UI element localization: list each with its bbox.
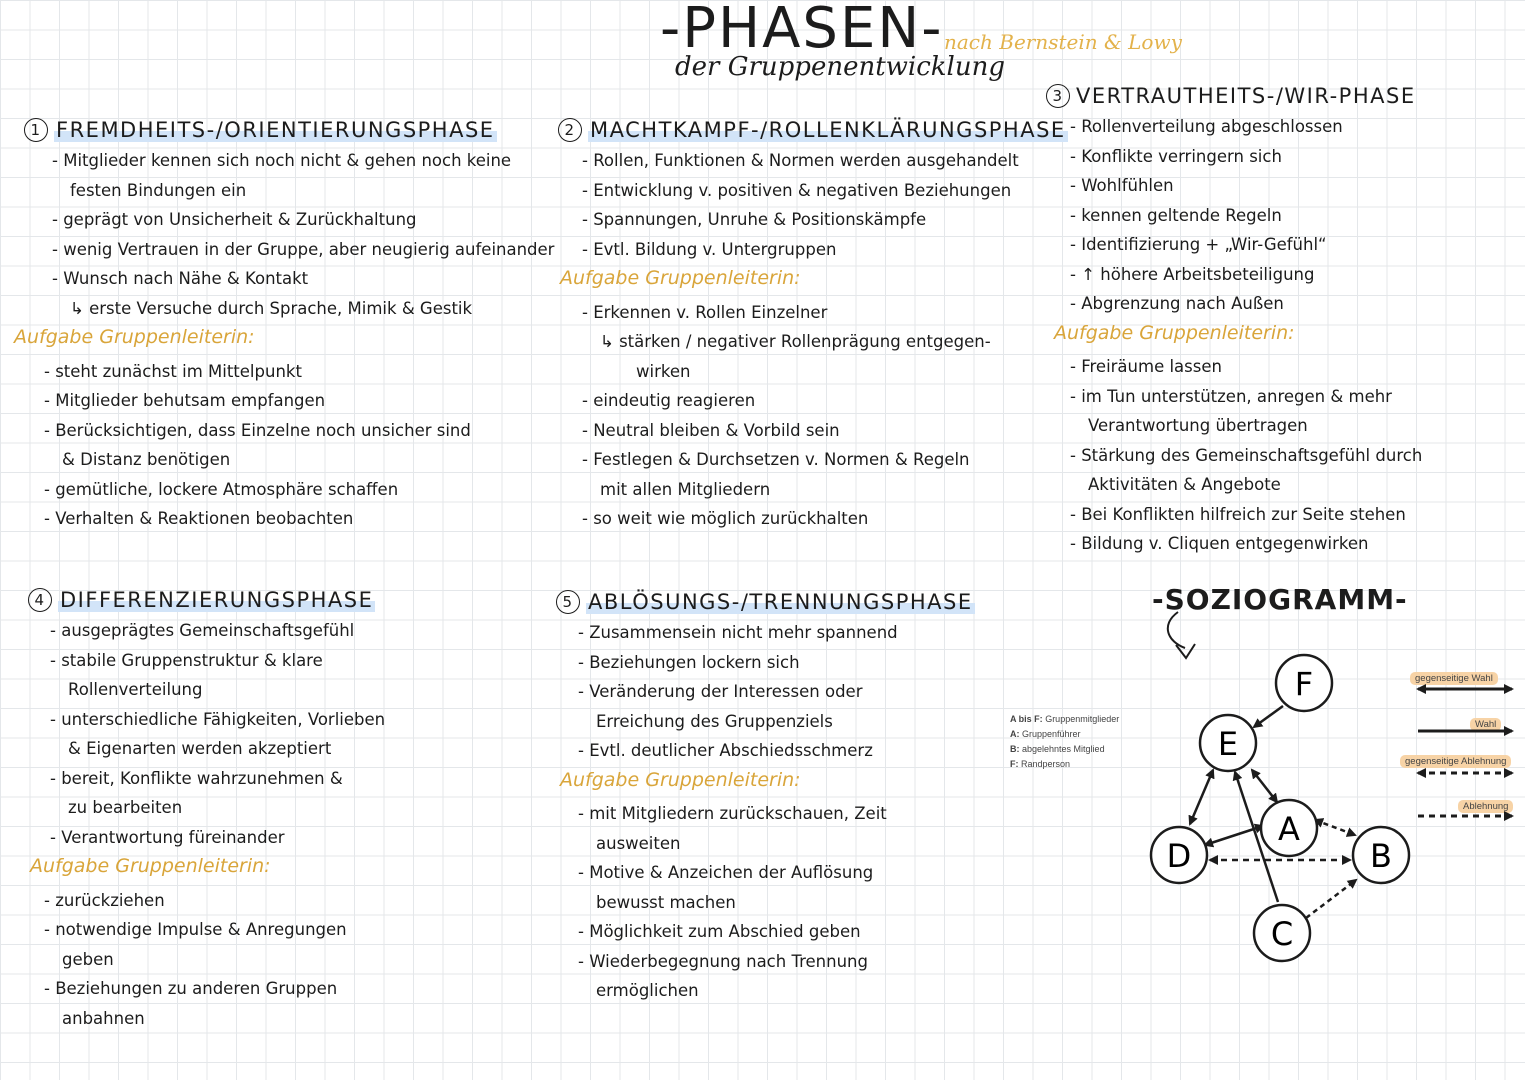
list-item: Erreichung des Gruppenziels	[596, 711, 833, 731]
list-item: - kennen geltende Regeln	[1070, 201, 1422, 231]
node-legend-entry: F: Randperson	[1010, 759, 1071, 769]
list-item: - Möglichkeit zum Abschied geben	[578, 917, 975, 947]
svg-text:A: A	[1278, 810, 1300, 848]
phase-number: 3	[1046, 84, 1070, 108]
curl-arrow	[1168, 612, 1185, 648]
list-item: festen Bindungen ein	[70, 180, 247, 200]
list-item: - ↑ höhere Arbeitsbeteiligung	[1070, 260, 1422, 290]
list-item: - Neutral bleiben & Vorbild sein	[582, 416, 1068, 446]
section-title: ABLÖSUNGS-/TRENNUNGSPHASE	[588, 590, 973, 614]
node-legend-entry: B: abgelehntes Mitglied	[1010, 744, 1105, 754]
list-item: ↳ stärken / negativer Rollenprägung entgegen-	[582, 327, 1068, 357]
list-item: - Motive & Anzeichen der Auflösung	[578, 858, 975, 888]
list-item: - Entwicklung v. positiven & negativen Beziehungen	[582, 176, 1068, 206]
list-item: - geprägt von Unsicherheit & Zurückhaltung	[52, 205, 554, 235]
task-label: Aufgabe Gruppenleiterin:	[560, 267, 801, 289]
task-label: Aufgabe Gruppenleiterin:	[560, 768, 801, 791]
sociogram-title: -SOZIOGRAMM-	[1152, 583, 1408, 616]
list-item: Rollenverteilung	[68, 680, 203, 699]
list-item: - Festlegen & Durchsetzen v. Normen & Regeln	[582, 445, 1068, 475]
phase-number: 5	[556, 590, 580, 614]
svg-text:D: D	[1166, 837, 1192, 875]
list-item: - Freiräume lassen	[1070, 352, 1422, 382]
phase-number: 1	[24, 118, 48, 142]
list-item: - Berücksichtigen, dass Einzelne noch unsicher sind	[44, 416, 554, 446]
section-title: VERTRAUTHEITS-/WIR-PHASE	[1076, 84, 1416, 108]
list-item: - Mitglieder behutsam empfangen	[44, 386, 554, 416]
list-item: anbahnen	[62, 1008, 145, 1028]
list-item: - im Tun unterstützen, anregen & mehr	[1070, 382, 1422, 412]
page-subtitle: der Gruppenentwicklung	[675, 52, 1006, 82]
list-item: ↳ erste Versuche durch Sprache, Mimik & Gestik	[52, 294, 554, 324]
section-title: FREMDHEITS-/ORIENTIERUNGSPHASE	[56, 118, 495, 142]
list-item: - Wohlfühlen	[1070, 171, 1422, 201]
page-title: -PHASEN-	[660, 0, 944, 61]
list-item: - Stärkung des Gemeinschaftsgefühl durch	[1070, 441, 1422, 471]
list-item: - Rollenverteilung abgeschlossen	[1070, 112, 1422, 142]
list-item: Verantwortung übertragen	[1088, 416, 1308, 435]
list-item: - wenig Vertrauen in der Gruppe, aber neugierig aufeinander	[52, 235, 554, 265]
node-b	[1353, 827, 1409, 883]
arrow-legend-2: Wahl	[1470, 712, 1501, 731]
list-item: - eindeutig reagieren	[582, 386, 1068, 416]
list-item: - Verantwortung füreinander	[50, 823, 385, 853]
list-item: - stabile Gruppenstruktur & klare	[50, 646, 385, 676]
list-item: - Beziehungen lockern sich	[578, 648, 975, 678]
list-item: - mit Mitgliedern zurückschauen, Zeit	[578, 799, 975, 829]
list-item: - Verhalten & Reaktionen beobachten	[44, 504, 554, 534]
arrow-legend-1: gegenseitige Wahl	[1410, 666, 1498, 685]
list-item: - zurückziehen	[44, 886, 385, 916]
list-item: - Mitglieder kennen sich noch nicht & gehen noch keine	[52, 146, 554, 176]
phase-number: 2	[558, 118, 582, 142]
list-item: - ausgeprägtes Gemeinschaftsgefühl	[50, 616, 385, 646]
author-note: nach Bernstein & Lowy	[944, 30, 1182, 54]
list-item: - Zusammensein nicht mehr spannend	[578, 618, 975, 648]
list-item: - steht zunächst im Mittelpunkt	[44, 357, 554, 387]
list-item: - Spannungen, Unruhe & Positionskämpfe	[582, 205, 1068, 235]
section-title: MACHTKAMPF-/ROLLENKLÄRUNGSPHASE	[590, 118, 1066, 142]
edge-a-b	[1315, 820, 1355, 835]
list-item: - notwendige Impulse & Anregungen	[44, 915, 385, 945]
arrow-legend-4: Ablehnung	[1458, 794, 1513, 813]
node-legend-entry: A bis F: Gruppenmitglieder	[1010, 714, 1120, 724]
svg-text:F: F	[1294, 665, 1314, 703]
task-label: Aufgabe Gruppenleiterin:	[1054, 321, 1295, 344]
node-d	[1151, 827, 1207, 883]
list-item: & Distanz benötigen	[62, 450, 231, 469]
list-item: - Rollen, Funktionen & Normen werden ausgehandelt	[582, 146, 1068, 176]
edge-d-a	[1205, 826, 1263, 845]
phase-number: 4	[28, 588, 52, 612]
list-item: Aktivitäten & Angebote	[1088, 475, 1281, 494]
list-item: wirken	[636, 361, 691, 381]
list-item: - Veränderung der Interessen oder	[578, 677, 975, 707]
section-title: DIFFERENZIERUNGSPHASE	[60, 588, 374, 612]
list-item: zu bearbeiten	[68, 798, 183, 817]
node-c	[1254, 905, 1310, 961]
node-e	[1200, 715, 1256, 771]
list-item: geben	[62, 949, 114, 969]
list-item: - Bei Konflikten hilfreich zur Seite stehen	[1070, 500, 1422, 530]
list-item: - Wiederbegegnung nach Trennung	[578, 947, 975, 977]
list-item: - Evtl. Bildung v. Untergruppen	[582, 235, 1068, 265]
list-item: - Wunsch nach Nähe & Kontakt	[52, 264, 554, 294]
edge-e-d	[1190, 770, 1213, 824]
list-item: - Beziehungen zu anderen Gruppen	[44, 974, 385, 1004]
list-item: - Erkennen v. Rollen Einzelner	[582, 298, 1068, 328]
task-label: Aufgabe Gruppenleiterin:	[14, 326, 255, 348]
task-label: Aufgabe Gruppenleiterin:	[30, 855, 271, 877]
list-item: mit allen Mitgliedern	[600, 479, 771, 499]
node-a	[1261, 800, 1317, 856]
list-item: ermöglichen	[596, 981, 699, 1000]
node-f	[1276, 655, 1332, 711]
list-item: - Bildung v. Cliquen entgegenwirken	[1070, 529, 1422, 559]
list-item: - Abgrenzung nach Außen	[1070, 289, 1422, 319]
svg-text:E: E	[1217, 725, 1239, 763]
list-item: - Identifizierung + „Wir-Gefühl“	[1070, 230, 1422, 260]
list-item: - Konflikte verringern sich	[1070, 142, 1422, 172]
list-item: & Eigenarten werden akzeptiert	[68, 739, 332, 758]
list-item: - gemütliche, lockere Atmosphäre schaffen	[44, 475, 554, 505]
list-item: ausweiten	[596, 833, 681, 853]
list-item: - bereit, Konflikte wahrzunehmen &	[50, 764, 385, 794]
list-item: bewusst machen	[596, 892, 736, 912]
arrow-legend-3: gegenseitige Ablehnung	[1400, 749, 1511, 768]
edge-c-b	[1306, 880, 1356, 918]
svg-text:C: C	[1270, 915, 1294, 953]
edge-e-a	[1252, 770, 1277, 802]
list-item: - Evtl. deutlicher Abschiedsschmerz	[578, 736, 975, 766]
list-item: - unterschiedliche Fähigkeiten, Vorlieben	[50, 705, 385, 735]
svg-text:B: B	[1370, 837, 1392, 875]
list-item: - so weit wie möglich zurückhalten	[582, 504, 1068, 534]
node-legend-entry: A: Gruppenführer	[1010, 729, 1081, 739]
edge-f-e	[1254, 706, 1283, 727]
